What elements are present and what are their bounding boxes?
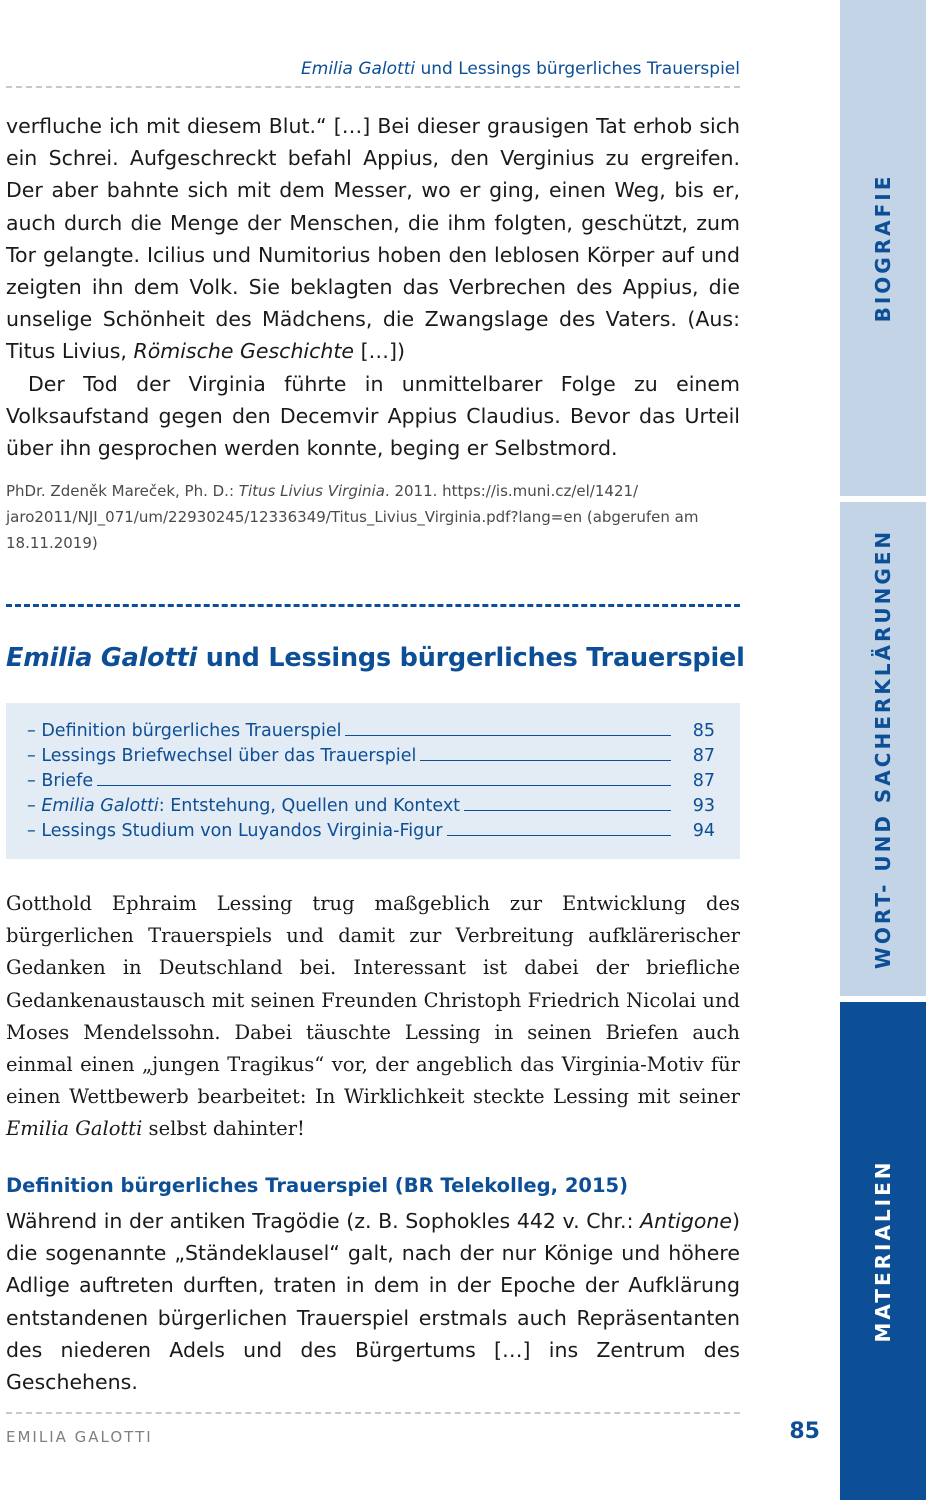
section-divider	[6, 604, 740, 607]
section-heading	[6, 643, 745, 673]
toc-box	[6, 703, 740, 859]
definition-heading: Definition bürgerliches Trauerspiel (BR Telekolleg, 2015)	[6, 1174, 629, 1197]
toc-leader	[420, 760, 671, 761]
body-paragraph: Der Tod der Virginia führte in unmittelbarer Folge zu einem Volksaufstand gegen den Decemvir Appius Claudius. Bevor das Urteil über ihn gesprochen werden konnte, beging er Selbstmord.	[6, 371, 740, 461]
definition-text: Während in der antiken Tragödie (z. B. Sophokles 442 v. Chr.:	[6, 1209, 641, 1233]
intro-text: Gotthold Ephraim Lessing trug maßgeblich zur Entwicklung des bürgerlichen Trauerspiels und damit zur Verbreitung aufklärerischer Gedanken in Deutschland bei. Interessant ist dabei der briefliche Gedankenaustausch mit seinen Freunden Christoph Friedrich Nicolai und Moses Mendelssohn. Dabei täuschte Lessing in seinen Briefen auch einmal einen „jungen Tragikus“ vor, der angeblich das Virginia-Motiv für einen Wettbewerb bearbeitet: In Wirklichkeit steckte Lessing mit seiner	[6, 892, 740, 1109]
source-url: . 2011. https://is.muni.cz/el/1421/ jaro2011/NJI_071/um/22930245/12336349/Titus_Livius_Virginia.pdf?lang=en (abgerufen am 18.11.2019)	[6, 482, 699, 552]
tab-wort-label: WORT- UND SACHERKLÄRUNGEN	[871, 528, 895, 970]
tab-materialien-label: MATERIALIEN	[871, 1159, 895, 1343]
toc-entry-page: 87	[692, 746, 715, 766]
toc-entry-page: 93	[692, 796, 715, 816]
intro-paragraph	[6, 888, 740, 1146]
tab-biografie-label: BIOGRAFIE	[871, 173, 895, 323]
toc-entry-page: 85	[692, 721, 715, 741]
running-head	[301, 59, 740, 79]
quote-text-end: […])	[354, 339, 406, 364]
page-number: 85	[789, 1419, 820, 1444]
source-citation	[6, 478, 726, 556]
toc-leader	[464, 810, 671, 811]
toc-entry[interactable]	[27, 741, 715, 766]
toc-leader	[345, 735, 671, 736]
section-heading-rest: und Lessings bürgerliches Trauerspiel	[197, 643, 745, 673]
toc-entry-page: 87	[692, 771, 715, 791]
footer-book-title: EMILIA GALOTTI	[6, 1428, 153, 1446]
toc-entry-label: – Lessings Briefwechsel über das Trauerspiel	[27, 746, 417, 766]
toc-entry[interactable]	[27, 816, 715, 841]
toc-leader	[447, 835, 671, 836]
tab-wort-und-sacherklaerungen[interactable]	[840, 502, 926, 996]
definition-paragraph	[6, 1205, 740, 1398]
quote-paragraph	[6, 110, 740, 368]
source-author: PhDr. Zdeněk Mareček, Ph. D.:	[6, 482, 239, 500]
intro-italic: Emilia Galotti	[6, 1117, 143, 1141]
quote-block	[6, 110, 740, 464]
intro-text-end: selbst dahinter!	[142, 1117, 305, 1141]
toc-entry[interactable]	[27, 791, 715, 816]
toc-entry-label: – Briefe	[27, 771, 94, 791]
source-title: Titus Livius Virginia	[238, 482, 385, 500]
definition-block	[6, 1205, 740, 1398]
toc-entry-page: 94	[692, 821, 715, 841]
section-heading-italic: Emilia Galotti	[6, 643, 198, 673]
toc-leader	[97, 785, 671, 786]
tab-materialien[interactable]	[840, 1002, 926, 1500]
toc-entry[interactable]	[27, 716, 715, 741]
running-head-italic: Emilia Galotti	[301, 59, 416, 79]
toc-entry[interactable]	[27, 766, 715, 791]
running-head-rest: und Lessings bürgerliches Trauerspiel	[415, 59, 740, 79]
toc-entry-label: – Lessings Studium von Luyandos Virginia-Figur	[27, 821, 443, 841]
definition-text-end: ) die sogenannte „Ständeklausel“ galt, nach der nur Könige und höhere Adlige auftreten durften, traten in dem in der Epoche der Aufklärung entstandenen bürgerlichen Trauerspiel erstmals auch Repräsentanten des niederen Adels und des Bürgertums […] ins Zentrum des Geschehens.	[6, 1209, 740, 1395]
quote-text: verfluche ich mit diesem Blut.“ […] Bei dieser grausigen Tat erhob sich ein Schrei. Aufgeschreckt befahl Appius, den Verginius zu ergreifen. Der aber bahnte sich mit dem Messer, wo er ging, einen Weg, bis er, auch durch die Menge der Menschen, die ihm folgten, geschützt, zum Tor gelangte. Icilius und Numitorius hoben den leblosen Körper auf und zeigten ihn dem Volk. Sie beklagten das Verbrechen des Appius, die unselige Schönheit des Mädchens, die Zwangslage des Vaters. (Aus: Titus Livius,	[6, 114, 740, 364]
definition-italic: Antigone	[640, 1209, 732, 1233]
header-divider	[6, 86, 740, 88]
footer-divider	[6, 1412, 740, 1414]
toc-entry-label: – Emilia Galotti: Entstehung, Quellen und Kontext	[27, 796, 461, 816]
quote-book-title: Römische Geschichte	[133, 339, 355, 364]
toc-entry-label: – Definition bürgerliches Trauerspiel	[27, 721, 342, 741]
tab-biografie[interactable]	[840, 0, 926, 496]
